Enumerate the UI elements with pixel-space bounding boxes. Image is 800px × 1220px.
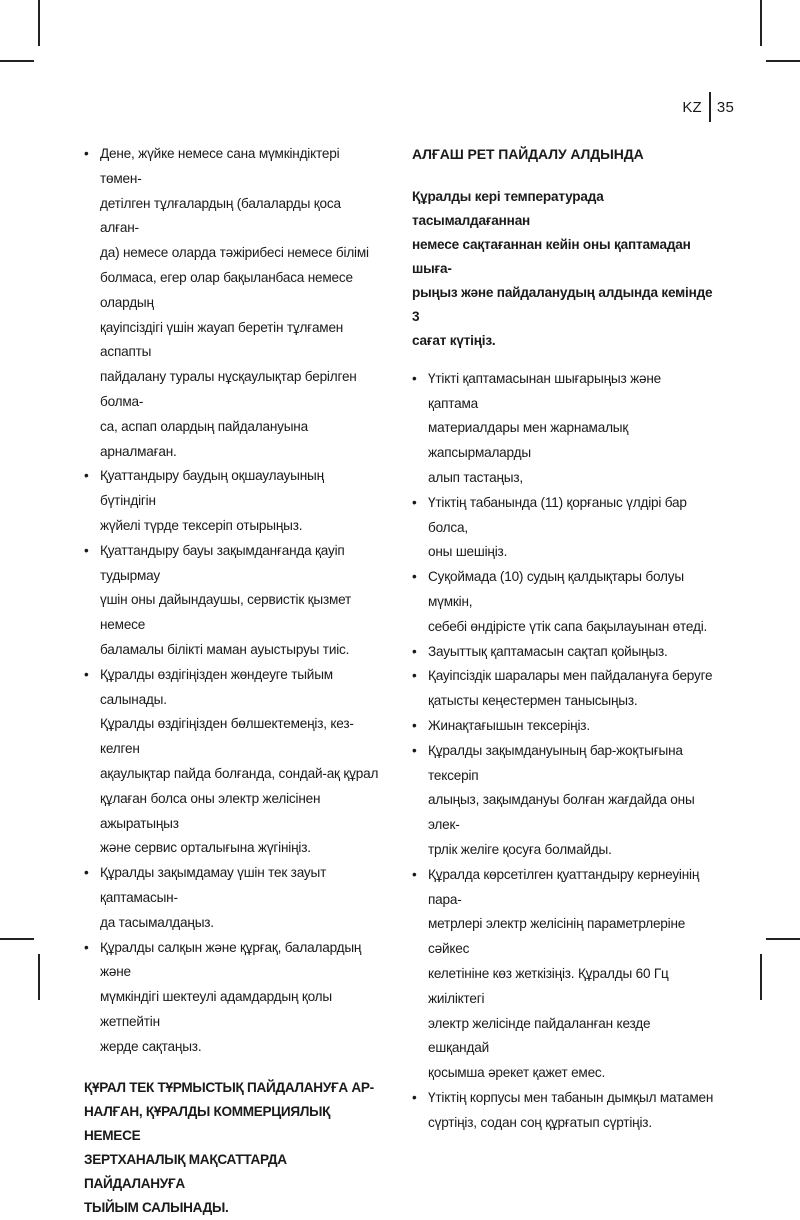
- list-item: [412, 664, 714, 714]
- household-use-notice: ҚҰРАЛ ТЕК ТҰРМЫСТЫҚ ПАЙДАЛАНУҒА АР- НАЛҒАН, ҚҰРАЛДЫ КОММЕРЦИЯЛЫҚ НЕМЕСЕ ЗЕРТХАНАЛЫҚ МАҚСАТТАРДА ПАЙДАЛАНУҒА ТЫЙЫМ САЛЫНАДЫ.: [84, 1080, 374, 1216]
- section-intro: Құралды кері температурада тасымалдағаннан немесе сақтағаннан кейін оны қаптамадан шыға- рыңыз және пайдаланудың алдында кемінде 3 сағат күтіңіз.: [412, 188, 713, 348]
- crop-mark: [760, 0, 762, 46]
- list-item-text: • Құралды салқын және құрғақ, балалардың және мүмкіндігі шектеулі адамдардың қолы жетпейтін жерде сақтаңыз.: [100, 939, 362, 1054]
- crop-mark: [760, 954, 762, 1000]
- crop-mark: [0, 60, 34, 62]
- list-item-text: • Қуаттандыру бауы зақымданғанда қауіп тудырмау үшін оны дайындаушы, сервистік қызмет немесе баламалы білікті маман ауыстыруы тиіс.: [100, 542, 352, 657]
- list-item: [84, 142, 382, 464]
- list-item: [84, 663, 382, 861]
- list-item: [84, 464, 382, 538]
- list-item: [412, 739, 714, 863]
- list-item-text: • Зауыттық қаптамасын сақтап қойыңыз.: [428, 643, 668, 659]
- list-item: [412, 714, 714, 739]
- list-item: [412, 565, 714, 639]
- list-item: [412, 1086, 714, 1136]
- list-item-text: • Құралды зақымдамау үшін тек зауыт қаптамасын- да тасымалдаңыз.: [100, 865, 327, 930]
- first-use-list: [412, 367, 714, 1136]
- list-item-text: • Құралды зақымдануының бар-жоқтығына тексеріп алыңыз, зақымдануы болған жағдайда оны элек- трлік желіге қосуға болмайды.: [428, 742, 695, 857]
- list-item: [412, 491, 714, 565]
- right-column: [412, 142, 714, 1136]
- section-heading: АЛҒАШ РЕТ ПАЙДАЛУ АЛДЫНДА: [412, 146, 644, 162]
- list-item: [84, 861, 382, 935]
- crop-mark: [766, 938, 800, 940]
- list-item-text: • Суқоймада (10) судың қалдықтары болуы мүмкін, себебі өндірісте үтік сапа бақылауынан өтеді.: [428, 569, 708, 634]
- list-item-text: • Қауіпсіздік шаралары мен пайдалануға беруге қатысты кеңестермен танысыңыз.: [428, 668, 713, 709]
- crop-mark: [766, 60, 800, 62]
- list-item-text: • Құралда көрсетілген қуаттандыру кернеуінің пара- метрлері электр желісінің параметрлеріне сәйкес келетініне көз жеткізіңіз. Құралды 60 Гц жиіліктегі электр желісінде пайдаланған кезде ешқандай қосымша әрекет қажет емес.: [428, 866, 700, 1081]
- header-divider: [709, 92, 711, 122]
- list-item-text: • Қуаттандыру баудың оқшаулауының бүтіндігін жүйелі түрде тексеріп отырыңыз.: [100, 468, 324, 533]
- list-item-text: • Үтікті қаптамасынан шығарыңыз және қаптама материалдары мен жарнамалық жапсырмаларды алып тастаңыз,: [428, 370, 661, 485]
- list-item-text: • Үтіктің табанында (11) қорғаныс үлдірі бар болса, оны шешіңіз.: [428, 494, 687, 560]
- list-item-text: • Дене, жүйке немесе сана мүмкіндіктері төмен- детілген тұлғалардың (балаларды қоса алған- да) немесе оларда тәжірибесі немесе білімі болмаса, егер олар бақыланбаса немесе олардың қауіпсіздігі үшін жауап беретін тұлғамен аспапты пайдалану туралы нұсқаулықтар берілген болма- са, аспап олардың пайдалануына арналмаған.: [100, 146, 369, 459]
- list-item-text: • Құралды өздігіңізден жөндеуге тыйым салынады. Құралды өздігіңізден бөлшектемеңіз, кез- келген ақаулықтар пайда болғанда, сондай-ақ құрал құлаған болса оны электр желісінен ажыратыңыз және сервис орталығына жүгініңіз.: [100, 666, 379, 856]
- list-item: [412, 640, 714, 665]
- crop-mark: [38, 954, 40, 1000]
- crop-mark: [0, 938, 34, 940]
- page-number: 35: [716, 98, 734, 116]
- page-header: [682, 92, 734, 122]
- list-item: [412, 367, 714, 491]
- list-item: [412, 863, 714, 1086]
- list-item-text: • Жинақтағышын тексеріңіз.: [428, 717, 590, 733]
- left-column: [84, 142, 382, 1220]
- crop-mark: [38, 0, 40, 46]
- list-item-text: • Үтіктің корпусы мен табанын дымқыл матамен сүртіңіз, содан соң құрғатып сүртіңіз.: [428, 1089, 714, 1130]
- language-code: KZ: [682, 98, 702, 116]
- list-item: [84, 936, 382, 1060]
- safety-list: [84, 142, 382, 1059]
- list-item: [84, 539, 382, 663]
